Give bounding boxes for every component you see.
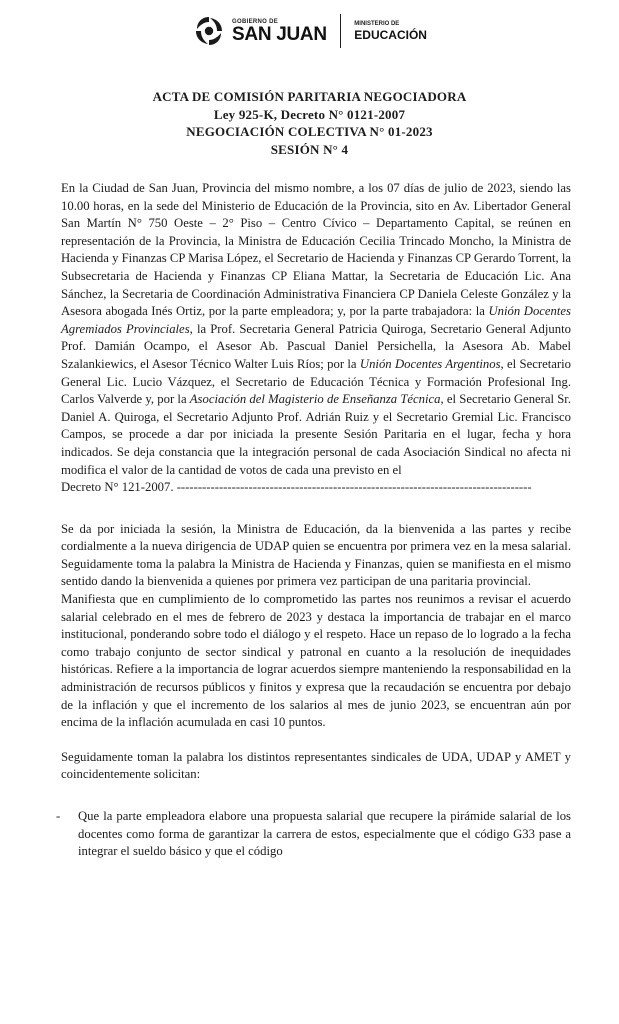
paragraph-unions: Seguidamente toman la palabra los distintos representantes sindicales de UDA, UDAP y AMET y coincidentemente solicitan: — [61, 749, 571, 782]
title-ley: Ley 925-K, Decreto N° 0121-2007 — [213, 106, 406, 122]
list-item — [56, 808, 571, 861]
paragraph-review: Manifiesta que en cumplimiento de lo comprometido las partes nos reunimos a revisar el acuerdo salarial celebrado en el mes de febrero de 2023 y destaca la importancia de trabajar en el marco institucional, ponderando sobre todo el diálogo y el respeto. Hace un repaso de lo logrado a la fecha como trabajo conjunto de sector sindical y patronal en cuanto a la resolución de inequidades históricas. Refiere a la importancia de lograr acuerdos siempre manteniendo la responsabilidad en la administración de recursos públicos y finitos y expresa que la recaudación se encuentra por debajo de la inflación y que el incremento de los salarios al mes de junio 2023, se encuentran aún por encima de la inflación acumulada en casi 10 puntos. — [61, 592, 571, 730]
ministry-small-label: MINISTERIO DE — [354, 21, 400, 27]
title-acta: ACTA DE COMISIÓN PARITARIA NEGOCIADORA — [152, 89, 467, 104]
ministry-name: EDUCACIÓN — [354, 28, 427, 42]
gobierno-san-juan-logo — [192, 14, 327, 48]
gov-small-label: GOBIERNO DE — [232, 18, 279, 25]
title-sesion: SESIÓN N° 4 — [270, 141, 349, 157]
bullet-dash: - — [56, 809, 61, 823]
opening-last-line: Decreto N° 121-2007. ------------------------------------------------------------------------------------ — [61, 480, 532, 495]
union-amet: Asociación del Magisterio de Enseñanza Técnica — [189, 392, 441, 407]
opening-text-a: En la Ciudad de San Juan, Provincia del mismo nombre, a los 07 días de julio de 2023, siendo las 10.00 horas, en la sede del Ministerio de Educación de la Provincia, sito en Av. Libertador General San Martín N° 750 Oeste – 2° Piso – Centro Cívico – Departamento Capital, se reúnen en representación de la Provincia, la Ministra de Educación Cecilia Trincado Moncho, la Ministra de Hacienda y Finanzas CP Marisa López, el Secretario de Hacienda y Finanzas CP Gerardo Torrent, la Subsecretaria de Hacienda y Finanzas CP Eliana Mattar, la Secretaria de Educación Lic. Ana Sánchez, la Secretaria de Coordinación Administrativa Financiera CP Daniela Celeste González y la Asesora abogada Inés Ortiz, por la parte empleadora; y, por la parte trabajadora: la — [61, 181, 571, 319]
ministerio-logo — [354, 21, 427, 41]
letterhead — [0, 8, 619, 54]
opening-text-b: , la Prof. Secretaria General Patricia Quiroga, Secretario General Adjunto Prof. Damián Ocampo, el Asesor Ab. Pascual Daniel Persichella, la Asesora Ab. Mabel Szalankiewics, el Asesor Técnico Walter Luis Ríos; por la — [61, 321, 571, 371]
paragraph-opening — [61, 180, 571, 479]
union-uda: Unión Docentes Argentinos — [359, 356, 501, 371]
union-udap: Unión Docentes Agremiados Provinciales — [61, 304, 571, 336]
sun-emblem-icon — [192, 14, 226, 48]
bullet-text: Que la parte empleadora elabore una propuesta salarial que recupere la pirámide salarial de los docentes como forma de garantizar la carrera de estos, especialmente que el código G33 pase a integrar el sueldo básico y que el código — [78, 809, 571, 859]
document-titles — [0, 88, 619, 158]
opening-text-c: , el Secretario General Lic. Lucio Vázquez, el Secretario de Educación Técnica y Formación Profesional Ing. Carlos Valverde y, por la — [61, 356, 571, 407]
gov-name: SAN JUAN — [232, 23, 327, 45]
paragraph-welcome: Se da por iniciada la sesión, la Ministra de Educación, da la bienvenida a las partes y recibe cordialmente a la nueva dirigencia de UDAP quien se encuentra por primera vez en la mesa salarial. Seguidamente toma la palabra la Ministra de Hacienda y Finanzas, quien se manifiesta en el mismo sentido dando la bienvenida a quienes por primera vez participan de una paritaria provincial. — [61, 521, 571, 589]
opening-text-d: , el Secretario General Sr. Daniel A. Quiroga, el Secretario Adjunto Prof. Adrián Ruiz y el Secretario Gremial Lic. Francisco Campos, se procede a dar por iniciada la presente Sesión Paritaria en el lugar, fecha y hora indicados. Se deja constancia que la integración personal de cada Asociación Sindical no afecta ni modifica el valor de la cantidad de votos de cada una previsto en el — [61, 392, 572, 477]
letterhead-divider — [340, 14, 342, 48]
document-body — [56, 180, 572, 861]
title-negociacion: NEGOCIACIÓN COLECTIVA N° 01-2023 — [186, 124, 433, 139]
